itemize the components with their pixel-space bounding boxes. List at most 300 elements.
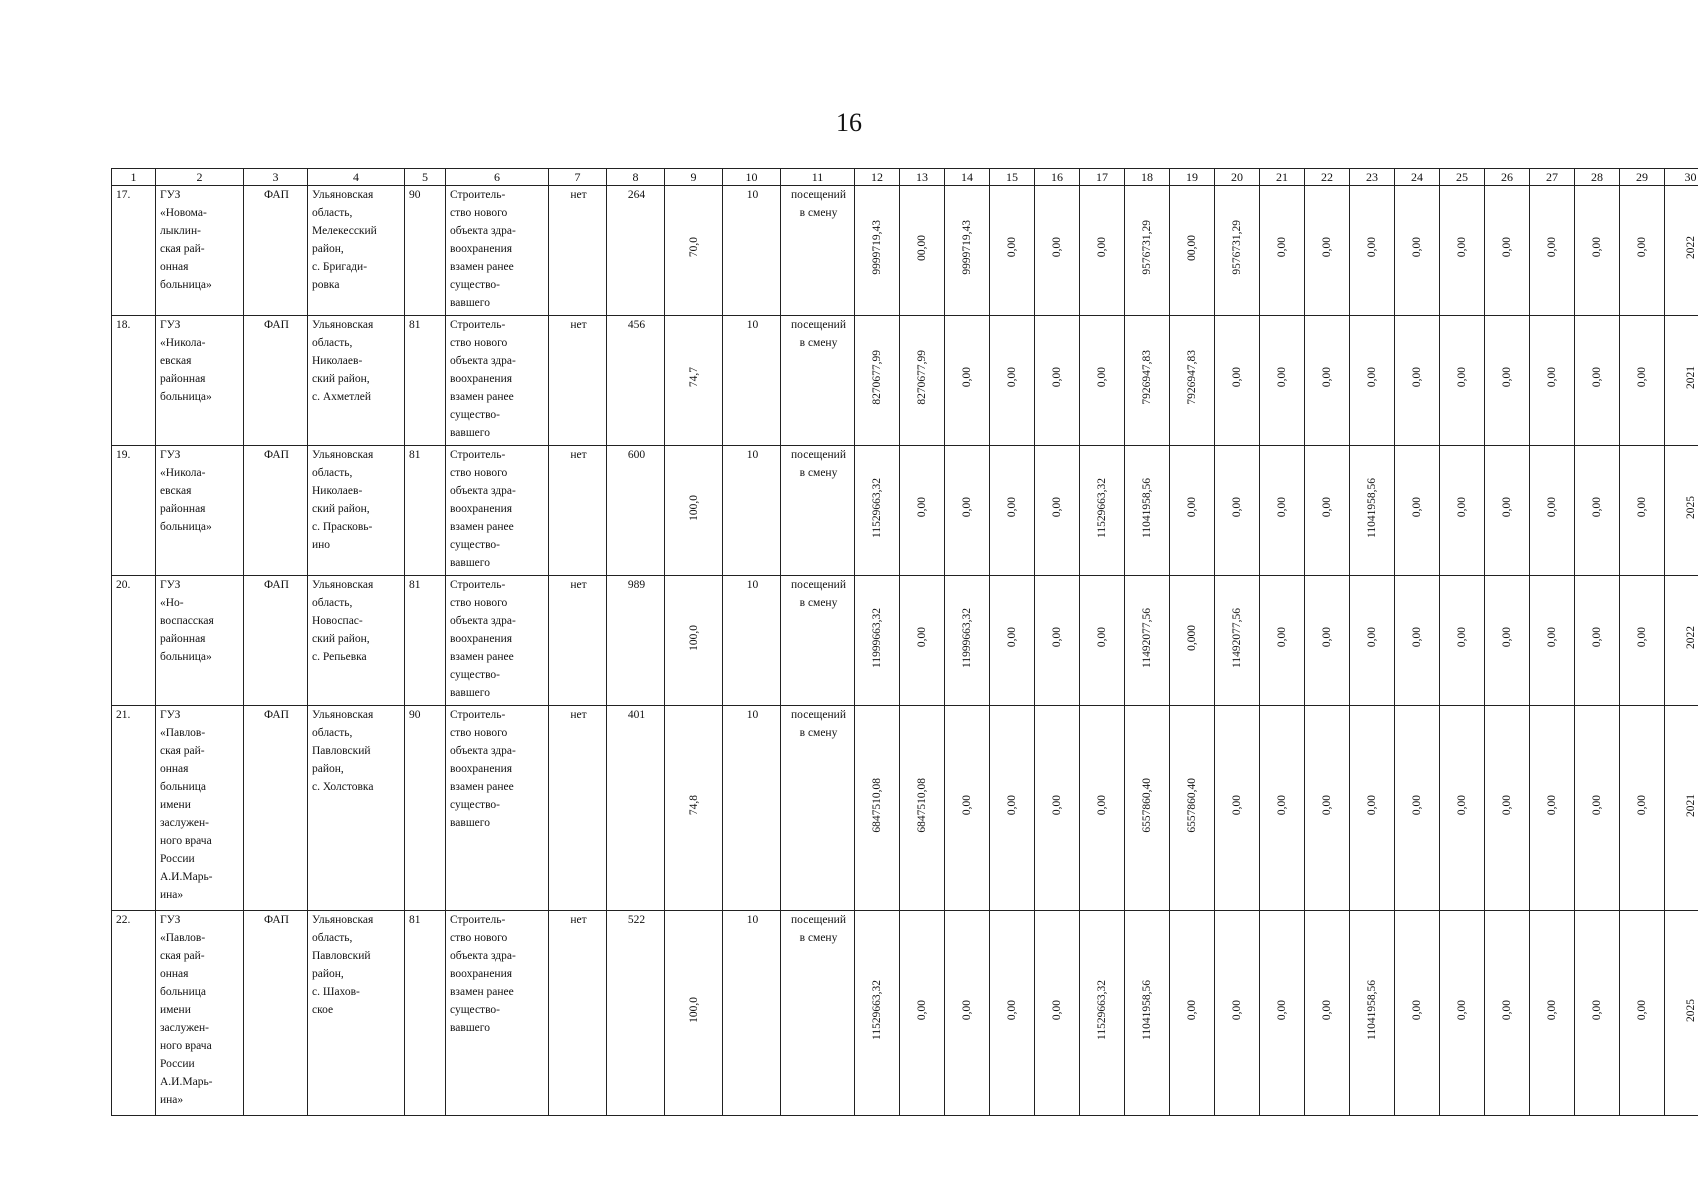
organization-line: ина» [160,1094,184,1106]
description-line: объекта здра- [450,745,516,757]
location-line: с. Репьевка [312,651,367,663]
amount-value-cell [1575,706,1620,911]
column-number: 13 [900,169,945,186]
column-8-value: 989 [607,576,665,706]
amount-value: 0,00 [1231,794,1243,816]
amount-value: 0,00 [1096,794,1108,816]
capacity-unit-line: в смену [799,207,838,219]
description-line: Строитель- [450,319,506,331]
column-number: 29 [1620,169,1665,186]
column-8-value: 264 [607,186,665,316]
description-line: воохранения [450,503,513,515]
amount-value: 0,00 [1456,367,1468,388]
column-7-value: нет [549,186,607,316]
location-line: Ульяновская [312,579,374,591]
amount-value: 6557860,40 [1186,777,1198,833]
organization-line: «Никола- [160,337,206,349]
organization-line: больница» [160,651,212,663]
amount-value-cell [990,316,1035,446]
organization-line: А.И.Марь- [160,871,213,883]
year-value: 2022 [1684,236,1697,259]
location [308,316,405,446]
amount-value: 00,00 [1186,234,1198,261]
organization-line: «Павлов- [160,727,206,739]
facility-type: ФАП [244,186,308,316]
amount-value: 0,00 [1321,794,1333,816]
amount-value: 0,00 [1546,497,1558,518]
amount-value-cell [1440,576,1485,706]
amount-value: 11492077,56 [1231,607,1243,668]
amount-value: 8270677,99 [871,350,883,405]
amount-value: 9576731,29 [1141,220,1153,275]
amount-value: 0,00 [961,999,973,1021]
year-value: 2021 [1684,793,1697,817]
column-number: 3 [244,169,308,186]
amount-value-cell [1440,186,1485,316]
amount-value-cell [900,316,945,446]
organization-line: «Новома- [160,207,207,219]
amount-value: 0,00 [1411,627,1423,648]
amount-value-cell [1035,706,1080,911]
column-9-value-cell [665,706,723,911]
amount-value-cell [1620,186,1665,316]
location-line: район, [312,243,344,255]
organization-line: евская [160,485,192,497]
amount-value-cell [1530,576,1575,706]
amount-value: 0,00 [1456,497,1468,518]
amount-value: 0,00 [1591,999,1603,1021]
column-number: 14 [945,169,990,186]
amount-value: 7926947,83 [1141,350,1153,405]
column-10-value: 10 [723,911,781,1116]
location-line: ровка [312,279,340,291]
capacity-unit-line: посещений [791,709,846,721]
organization-line: районная [160,373,206,385]
column-7-value: нет [549,316,607,446]
description-line: взамен ранее [450,521,514,533]
amount-value-cell [1260,316,1305,446]
year-value: 2021 [1684,366,1697,389]
amount-value: 0,00 [1501,237,1513,258]
amount-value: 11041958,56 [1141,980,1153,1040]
description-line: вавшего [450,1022,490,1034]
amount-value: 0,00 [1366,627,1378,648]
organization-line: заслужен- [160,1022,209,1034]
organization-line: воспасская [160,615,214,627]
location [308,576,405,706]
column-9-value: 74,8 [687,794,700,816]
amount-value-cell [990,911,1035,1116]
column-5-value: 81 [405,446,446,576]
description [446,186,549,316]
location-line: Ульяновская [312,449,374,461]
amount-value: 9576731,29 [1231,220,1243,275]
amount-value-cell [1170,186,1215,316]
organization-line: ного врача [160,1040,212,1052]
description-line: ство нового [450,597,508,609]
amount-value-cell [1575,576,1620,706]
amount-value-cell [1080,316,1125,446]
amount-value-cell [1035,446,1080,576]
amount-value: 0,00 [1231,367,1243,388]
amount-value-cell [990,446,1035,576]
capacity-unit-line: посещений [791,189,846,201]
amount-value-cell [1395,446,1440,576]
capacity-unit [781,316,855,446]
description [446,446,549,576]
description-line: ство нового [450,207,508,219]
column-number: 28 [1575,169,1620,186]
amount-value-cell [900,576,945,706]
organization-line: «Но- [160,597,184,609]
amount-value-cell [945,911,990,1116]
amount-value: 0,00 [1636,367,1648,388]
amount-value-cell [1305,316,1350,446]
location-line: область, [312,337,353,349]
location-line: Ульяновская [312,319,374,331]
amount-value-cell [1440,706,1485,911]
capacity-unit-line: в смену [799,932,838,944]
amount-value-cell [1350,911,1395,1116]
amount-value-cell [1170,706,1215,911]
amount-value: 0,00 [1501,999,1513,1021]
column-number: 16 [1035,169,1080,186]
amount-value: 0,00 [1006,794,1018,816]
description-line: существо- [450,1004,501,1016]
description-line: Строитель- [450,189,506,201]
row-number: 19. [112,446,156,576]
amount-value-cell [1125,446,1170,576]
amount-value-cell [1395,706,1440,911]
row-number: 18. [112,316,156,446]
organization-line: ного врача [160,835,212,847]
location-line: с. Шахов- [312,986,360,998]
column-10-value: 10 [723,576,781,706]
column-9-value: 74,7 [687,367,700,388]
organization-line: имени [160,1004,191,1016]
description-line: ство нового [450,467,508,479]
amount-value-cell [990,186,1035,316]
amount-value-cell [1215,706,1260,911]
organization [156,446,244,576]
amount-value: 6847510,08 [871,777,883,833]
column-9-value: 100,0 [687,624,700,651]
amount-value-cell [1530,911,1575,1116]
amount-value: 0,00 [1636,794,1648,816]
amount-value-cell [1260,186,1305,316]
location-line: область, [312,467,353,479]
amount-value-cell [1260,911,1305,1116]
description-line: взамен ранее [450,781,514,793]
column-8-value: 522 [607,911,665,1116]
capacity-unit [781,911,855,1116]
amount-value: 0,00 [1591,367,1603,388]
column-number: 9 [665,169,723,186]
amount-value: 0,00 [1591,497,1603,518]
amount-value: 11041958,56 [1366,477,1378,538]
amount-value: 0,00 [961,497,973,518]
description [446,911,549,1116]
location-line: с. Прасковь- [312,521,373,533]
description-line: вавшего [450,557,490,569]
amount-value: 0,00 [1411,999,1423,1021]
description-line: Строитель- [450,449,506,461]
location [308,911,405,1116]
column-number-row [112,169,1698,186]
column-number: 24 [1395,169,1440,186]
column-number: 15 [990,169,1035,186]
organization-line: ГУЗ [160,449,181,461]
amount-value: 0,00 [1591,237,1603,258]
organization-line: «Павлов- [160,932,206,944]
facility-type: ФАП [244,316,308,446]
location-line: Ульяновская [312,709,374,721]
amount-value-cell [1215,316,1260,446]
amount-value: 0,00 [1636,999,1648,1021]
amount-value-cell [1485,446,1530,576]
amount-value-cell [1620,446,1665,576]
facilities-table [111,168,1698,1116]
amount-value: 0,00 [1456,237,1468,258]
location-line: с. Ахметлей [312,391,372,403]
organization-line: онная [160,763,189,775]
location [308,706,405,911]
amount-value: 0,00 [916,627,928,648]
description-line: вавшего [450,817,490,829]
amount-value: 11041958,56 [1366,980,1378,1040]
amount-value: 0,00 [1456,794,1468,816]
amount-value: 9999719,43 [871,220,883,275]
amount-value-cell [1080,911,1125,1116]
organization-line: А.И.Марь- [160,1076,213,1088]
amount-value-cell [1485,316,1530,446]
location-line: Ульяновская [312,189,374,201]
amount-value: 0,00 [1096,237,1108,258]
column-5-value: 90 [405,186,446,316]
capacity-unit-line: посещений [791,449,846,461]
column-number: 6 [446,169,549,186]
column-7-value: нет [549,446,607,576]
amount-value-cell [1485,706,1530,911]
column-number: 12 [855,169,900,186]
description-line: воохранения [450,763,513,775]
year-value: 2025 [1684,998,1697,1022]
amount-value: 0,00 [1501,794,1513,816]
organization-line: ГУЗ [160,319,181,331]
amount-value-cell [1035,576,1080,706]
amount-value-cell [1530,316,1575,446]
amount-value: 0,00 [1276,999,1288,1021]
organization-line: онная [160,261,189,273]
amount-value: 0,00 [1366,367,1378,388]
description-line: существо- [450,279,501,291]
column-7-value: нет [549,911,607,1116]
organization-line: больница [160,986,206,998]
organization [156,186,244,316]
amount-value: 00,00 [916,234,928,261]
amount-value: 0,00 [1456,999,1468,1021]
column-10-value: 10 [723,446,781,576]
amount-value-cell [1395,576,1440,706]
organization [156,911,244,1116]
amount-value: 0,00 [1501,367,1513,388]
column-number: 20 [1215,169,1260,186]
amount-value: 11492077,56 [1141,607,1153,668]
amount-value-cell [945,316,990,446]
column-9-value-cell [665,576,723,706]
amount-value-cell [855,576,900,706]
column-10-value: 10 [723,186,781,316]
amount-value: 0,00 [1276,367,1288,388]
location-line: ский район, [312,503,370,515]
organization-line: евская [160,355,192,367]
amount-value: 11529663,32 [1096,477,1108,538]
amount-value: 0,00 [1546,367,1558,388]
location-line: Николаев- [312,485,363,497]
amount-value-cell [1440,446,1485,576]
organization [156,576,244,706]
column-8-value: 456 [607,316,665,446]
description-line: существо- [450,539,501,551]
amount-value-cell [1395,186,1440,316]
description-line: ство нового [450,932,508,944]
amount-value: 6557860,40 [1141,777,1153,833]
description-line: воохранения [450,373,513,385]
description-line: взамен ранее [450,651,514,663]
amount-value: 0,00 [1456,627,1468,648]
location-line: Павловский [312,950,371,962]
amount-value-cell [1395,316,1440,446]
amount-value-cell [1170,576,1215,706]
description-line: взамен ранее [450,261,514,273]
column-9-value: 70,0 [687,237,700,258]
description [446,706,549,911]
amount-value-cell [900,446,945,576]
amount-value: 0,00 [1096,367,1108,388]
page-number: 16 [836,108,862,137]
capacity-unit-line: в смену [799,337,838,349]
amount-value-cell [1350,316,1395,446]
description [446,316,549,446]
organization-line: больница» [160,391,212,403]
amount-value: 0,00 [1636,237,1648,258]
column-number: 8 [607,169,665,186]
amount-value-cell [1440,911,1485,1116]
amount-value-cell [1170,911,1215,1116]
amount-value-cell [1350,446,1395,576]
row-number: 17. [112,186,156,316]
year-value: 2025 [1684,496,1697,519]
column-number: 2 [156,169,244,186]
amount-value-cell [1575,316,1620,446]
amount-value-cell [945,576,990,706]
location [308,446,405,576]
amount-value-cell [900,186,945,316]
amount-value: 0,00 [1231,999,1243,1021]
table-row [112,446,1698,576]
amount-value-cell [1080,706,1125,911]
column-number: 17 [1080,169,1125,186]
amount-value: 11529663,32 [871,980,883,1040]
amount-value: 0,00 [1321,367,1333,388]
column-9-value-cell [665,446,723,576]
amount-value-cell [945,446,990,576]
description-line: объекта здра- [450,615,516,627]
location-line: Николаев- [312,355,363,367]
amount-value: 0,00 [1051,999,1063,1021]
description-line: вавшего [450,427,490,439]
table-row [112,316,1698,446]
amount-value-cell [1350,186,1395,316]
description-line: Строитель- [450,709,506,721]
column-number: 22 [1305,169,1350,186]
year-value-cell [1665,576,1698,706]
capacity-unit [781,576,855,706]
location-line: область, [312,727,353,739]
amount-value-cell [1035,316,1080,446]
amount-value-cell [945,186,990,316]
amount-value: 0,00 [916,497,928,518]
amount-value-cell [855,316,900,446]
organization-line: «Никола- [160,467,206,479]
description-line: объекта здра- [450,485,516,497]
amount-value: 0,00 [1051,627,1063,648]
capacity-unit [781,446,855,576]
amount-value-cell [1440,316,1485,446]
year-value-cell [1665,446,1698,576]
organization-line: ина» [160,889,184,901]
amount-value: 0,00 [1276,237,1288,258]
description-line: Строитель- [450,579,506,591]
location-line: ское [312,1004,334,1016]
column-9-value-cell [665,911,723,1116]
location-line: с. Холстовка [312,781,374,793]
column-10-value: 10 [723,706,781,911]
capacity-unit-line: посещений [791,319,846,331]
amount-value-cell [1620,576,1665,706]
amount-value-cell [1530,706,1575,911]
amount-value-cell [1530,186,1575,316]
amount-value: 0,00 [1636,497,1648,518]
amount-value-cell [1350,706,1395,911]
column-5-value: 81 [405,576,446,706]
facility-type: ФАП [244,706,308,911]
location-line: ский район, [312,373,370,385]
description-line: Строитель- [450,914,506,926]
capacity-unit-line: в смену [799,727,838,739]
amount-value-cell [1305,446,1350,576]
amount-value-cell [990,576,1035,706]
location-line: Мелекесский [312,225,377,237]
amount-value-cell [1080,576,1125,706]
description-line: существо- [450,799,501,811]
table-row [112,186,1698,316]
description-line: взамен ранее [450,391,514,403]
amount-value: 0,00 [1051,367,1063,388]
amount-value-cell [1575,911,1620,1116]
location-line: Ульяновская [312,914,374,926]
description-line: существо- [450,409,501,421]
organization-line: лыклин- [160,225,201,237]
table-row [112,911,1698,1116]
column-number: 19 [1170,169,1215,186]
amount-value-cell [855,911,900,1116]
organization-line: ская рай- [160,243,205,255]
amount-value: 0,00 [961,794,973,816]
amount-value-cell [1125,316,1170,446]
organization-line: ская рай- [160,745,205,757]
column-number: 23 [1350,169,1395,186]
